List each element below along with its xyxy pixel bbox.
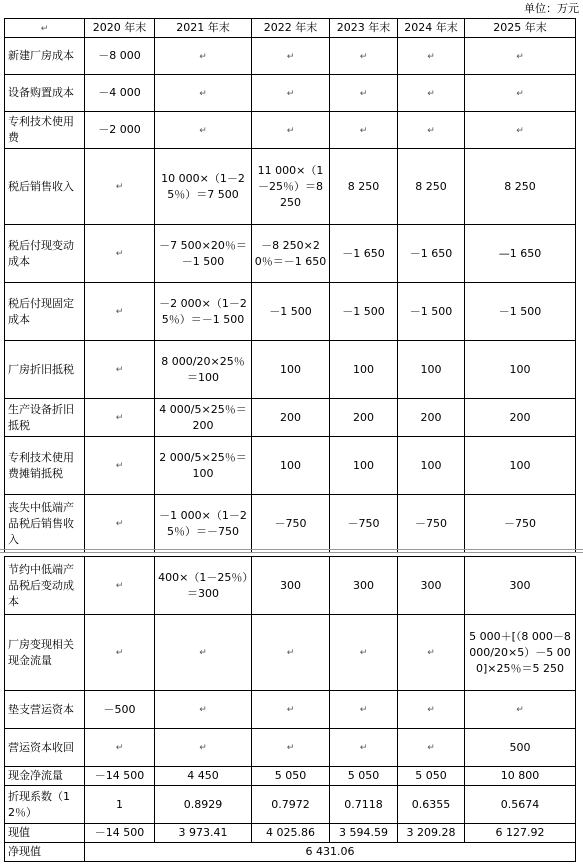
column-header: 2020 年末 [85, 19, 155, 38]
table-cell [85, 557, 155, 615]
page-break [0, 549, 583, 553]
empty-cell-mark: ↵ [115, 413, 124, 423]
table-row [5, 557, 576, 615]
table-cell: 10 000×（1－25％）＝7 500 [155, 149, 252, 225]
table-cell [85, 399, 155, 437]
table-cell: 5 050 [330, 767, 398, 786]
column-header: 2021 年末 [155, 19, 252, 38]
table-cell [85, 225, 155, 283]
row-label: 税后付现变动成本 [5, 225, 85, 283]
table-cell: 0.8929 [155, 786, 252, 824]
table-cell: －8 000 [85, 38, 155, 75]
table-cell: －750 [330, 495, 398, 553]
table-cell [252, 729, 330, 767]
table-cell [252, 112, 330, 149]
table-row [5, 437, 576, 495]
table-cell: 400×（1－25％）＝300 [155, 557, 252, 615]
table-cell: 4 025.86 [252, 824, 330, 843]
header-corner [5, 19, 85, 38]
empty-cell-mark: ↵ [427, 125, 435, 136]
table-cell: 100 [465, 437, 576, 495]
row-label: 现金净流量 [5, 767, 85, 786]
empty-cell-mark: ↵ [115, 461, 124, 471]
table-cell: 300 [465, 557, 576, 615]
empty-cell-mark: ↵ [286, 743, 295, 753]
empty-cell-mark: ↵ [286, 125, 295, 136]
table-cell: －14 500 [85, 824, 155, 843]
table-cell: 10 800 [465, 767, 576, 786]
empty-cell-mark: ↵ [427, 51, 435, 62]
table-cell: －8 250×20％＝－1 650 [252, 225, 330, 283]
empty-cell-mark: ↵ [286, 88, 295, 99]
empty-cell-mark: ↵ [115, 581, 124, 591]
empty-cell-mark: ↵ [359, 125, 368, 136]
table-cell: 4 000/5×25％＝200 [155, 399, 252, 437]
table-cell [330, 112, 398, 149]
table-cell [252, 615, 330, 691]
table-cell [465, 38, 576, 75]
table-cell [330, 615, 398, 691]
empty-cell-mark: ↵ [427, 705, 435, 715]
cashflow-table-page-2 [4, 556, 576, 862]
table-row [5, 112, 576, 149]
table-cell: 300 [252, 557, 330, 615]
empty-cell-mark: ↵ [359, 88, 368, 99]
empty-cell-mark: ↵ [199, 88, 207, 99]
empty-cell-mark: ↵ [427, 743, 435, 753]
table-cell: 3 209.28 [398, 824, 465, 843]
table-cell [330, 75, 398, 112]
table-row [5, 786, 576, 824]
table-cell: 8 250 [465, 149, 576, 225]
table-cell [252, 38, 330, 75]
table-cell [330, 691, 398, 729]
empty-cell-mark: ↵ [427, 648, 435, 658]
table-cell: 0.7972 [252, 786, 330, 824]
table-cell: 0.6355 [398, 786, 465, 824]
table-row [5, 38, 576, 75]
table-cell: －1 650 [398, 225, 465, 283]
table-cell: －1 500 [330, 283, 398, 341]
empty-cell-mark: ↵ [199, 125, 207, 136]
empty-cell-mark: ↵ [115, 648, 124, 658]
table-row [5, 225, 576, 283]
table-cell: 0.7118 [330, 786, 398, 824]
table-cell [155, 729, 252, 767]
column-header: 2023 年末 [330, 19, 398, 38]
table-cell: 100 [330, 341, 398, 399]
row-label: 新建厂房成本 [5, 38, 85, 75]
table-cell: 5 050 [398, 767, 465, 786]
table-cell [155, 112, 252, 149]
table-cell: 3 594.59 [330, 824, 398, 843]
table-cell: 11 000×（1－25％）＝8 250 [252, 149, 330, 225]
table-cell: 0.5674 [465, 786, 576, 824]
table-cell: －4 000 [85, 75, 155, 112]
column-header: 2024 年末 [398, 19, 465, 38]
table-cell: －1 500 [465, 283, 576, 341]
row-label: 厂房变现相关现金流量 [5, 615, 85, 691]
table-cell [330, 38, 398, 75]
table-cell [155, 691, 252, 729]
table-cell: －7 500×20％＝－1 500 [155, 225, 252, 283]
empty-cell-mark: ↵ [115, 249, 124, 259]
table-cell [85, 149, 155, 225]
table-cell: 100 [252, 437, 330, 495]
table-cell: －1 000×（1－25％）＝－750 [155, 495, 252, 553]
table-row [5, 495, 576, 553]
row-label: 折现系数（12％） [5, 786, 85, 824]
table-cell [155, 75, 252, 112]
unit-label: 单位：万元 [524, 2, 579, 15]
table-row [5, 691, 576, 729]
row-label: 厂房折旧抵税 [5, 341, 85, 399]
row-label: 垫支营运资本 [5, 691, 85, 729]
empty-cell-mark: ↵ [516, 125, 524, 136]
row-label: 税后付现固定成本 [5, 283, 85, 341]
table-cell: 300 [398, 557, 465, 615]
empty-cell-mark: ↵ [516, 88, 524, 99]
table-cell: 100 [330, 437, 398, 495]
table-cell [398, 691, 465, 729]
table-cell [465, 691, 576, 729]
empty-cell-mark: ↵ [286, 648, 295, 658]
empty-cell-mark: ↵ [516, 51, 524, 62]
table-cell: －2 000 [85, 112, 155, 149]
table-cell: 8 250 [330, 149, 398, 225]
row-label: 税后销售收入 [5, 149, 85, 225]
empty-cell-mark: ↵ [427, 88, 435, 99]
empty-cell-mark: ↵ [40, 23, 49, 34]
table-cell: 2 000/5×25％＝100 [155, 437, 252, 495]
table-cell: 100 [398, 341, 465, 399]
empty-cell-mark: ↵ [199, 743, 207, 753]
table-cell [398, 38, 465, 75]
table-cell: 100 [398, 437, 465, 495]
table-cell: －1 500 [398, 283, 465, 341]
table-cell: －2 000×（1－25％）＝－1 500 [155, 283, 252, 341]
row-label: 设备购置成本 [5, 75, 85, 112]
table-cell [465, 112, 576, 149]
table-cell [465, 75, 576, 112]
table-cell: －750 [252, 495, 330, 553]
table-cell: 200 [330, 399, 398, 437]
row-label: 专利技术使用费 [5, 112, 85, 149]
table-row [5, 75, 576, 112]
row-label: 现值 [5, 824, 85, 843]
table-cell: －500 [85, 691, 155, 729]
table-cell: 200 [465, 399, 576, 437]
row-label: 生产设备折旧抵税 [5, 399, 85, 437]
table-row [5, 824, 576, 843]
empty-cell-mark: ↵ [199, 51, 207, 62]
table-cell: 1 [85, 786, 155, 824]
empty-cell-mark: ↵ [359, 51, 368, 62]
empty-cell-mark: ↵ [115, 182, 124, 192]
table-cell [85, 437, 155, 495]
table-cell [252, 75, 330, 112]
row-label: 节约中低端产品税后变动成本 [5, 557, 85, 615]
empty-cell-mark: ↵ [115, 307, 124, 317]
table-cell [85, 283, 155, 341]
table-row [5, 341, 576, 399]
table-cell: －750 [398, 495, 465, 553]
table-cell: 5 050 [252, 767, 330, 786]
table-row [5, 615, 576, 691]
table-cell [155, 615, 252, 691]
row-label: 丧失中低端产品税后销售收入 [5, 495, 85, 553]
row-label: 专利技术使用费摊销抵税 [5, 437, 85, 495]
table-cell: 500 [465, 729, 576, 767]
table-cell [85, 495, 155, 553]
table-cell: 100 [465, 341, 576, 399]
table-row [5, 283, 576, 341]
table-cell: －750 [465, 495, 576, 553]
npv-label: 净现值 [5, 843, 85, 862]
table-cell [155, 38, 252, 75]
table-cell [398, 75, 465, 112]
table-row [5, 399, 576, 437]
table-cell [85, 341, 155, 399]
empty-cell-mark: ↵ [359, 743, 368, 753]
table-cell: 8 250 [398, 149, 465, 225]
table-cell: 300 [330, 557, 398, 615]
empty-cell-mark: ↵ [115, 743, 124, 753]
npv-row [5, 843, 576, 862]
empty-cell-mark: ↵ [286, 705, 295, 715]
cashflow-table-page-1 [4, 18, 576, 553]
table-row [5, 767, 576, 786]
table-cell: 100 [252, 341, 330, 399]
table-cell [398, 112, 465, 149]
row-label: 营运资本收回 [5, 729, 85, 767]
empty-cell-mark: ↵ [115, 519, 124, 529]
empty-cell-mark: ↵ [199, 648, 207, 658]
table-cell: 4 450 [155, 767, 252, 786]
table-cell: 3 973.41 [155, 824, 252, 843]
table-cell: 8 000/20×25％＝100 [155, 341, 252, 399]
table-cell [330, 729, 398, 767]
table-cell [398, 729, 465, 767]
empty-cell-mark: ↵ [359, 648, 368, 658]
table-cell: 200 [398, 399, 465, 437]
table-cell [252, 691, 330, 729]
empty-cell-mark: ↵ [199, 705, 207, 715]
table-cell: 6 127.92 [465, 824, 576, 843]
table-row [5, 149, 576, 225]
column-header: 2022 年末 [252, 19, 330, 38]
table-cell: －1 650 [330, 225, 398, 283]
empty-cell-mark: ↵ [516, 705, 524, 715]
table-cell: 5 000＋[（8 000－8 000/20×5）－5 000]×25％＝5 250 [465, 615, 576, 691]
npv-value: 6 431.06 [85, 843, 576, 862]
empty-cell-mark: ↵ [286, 51, 295, 62]
table-cell [85, 615, 155, 691]
empty-cell-mark: ↵ [359, 705, 368, 715]
table-cell [85, 729, 155, 767]
table-cell: －14 500 [85, 767, 155, 786]
table-row [5, 729, 576, 767]
column-header: 2025 年末 [465, 19, 576, 38]
table-cell: 200 [252, 399, 330, 437]
table-cell: —1 650 [465, 225, 576, 283]
header-row [5, 19, 576, 38]
table-cell: －1 500 [252, 283, 330, 341]
table-cell [398, 615, 465, 691]
empty-cell-mark: ↵ [115, 365, 124, 375]
